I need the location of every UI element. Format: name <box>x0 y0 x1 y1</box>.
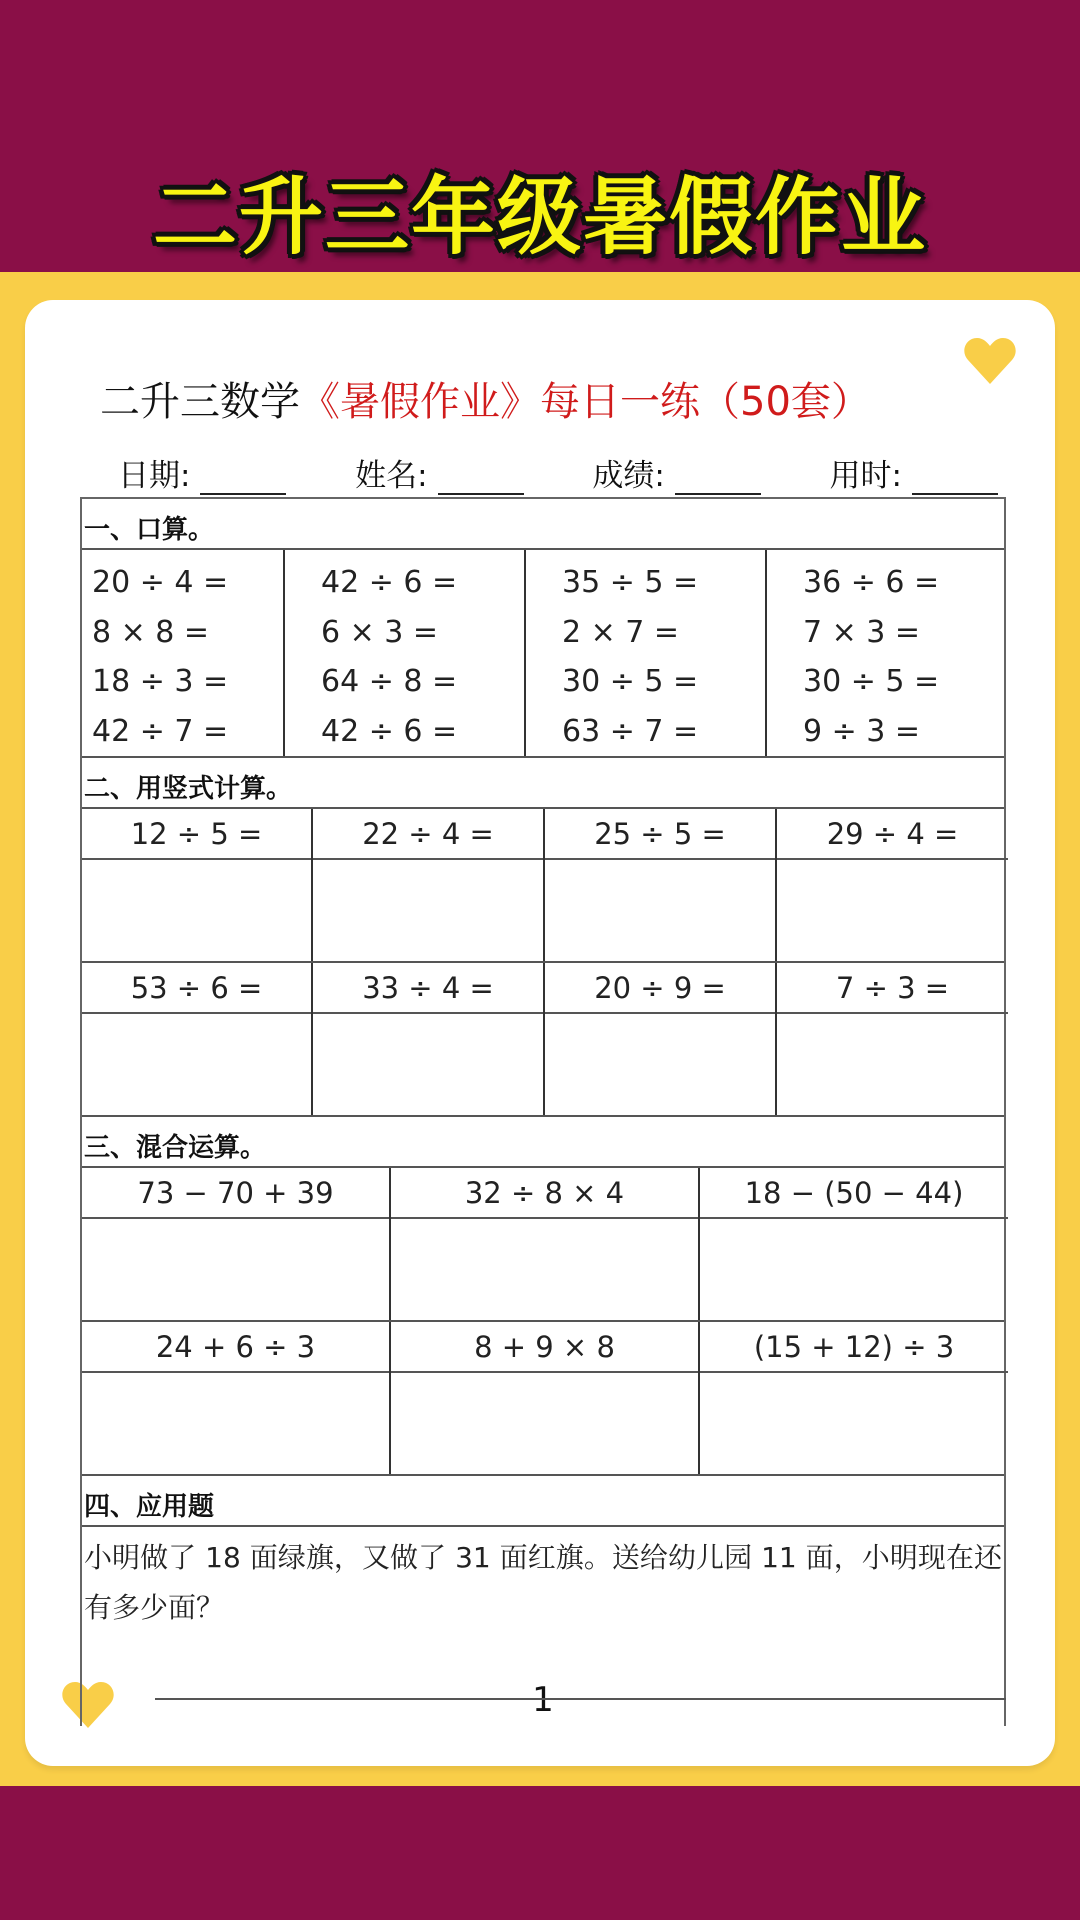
oral-problem: 9 ÷ 3 = <box>803 713 921 749</box>
heart-icon <box>962 336 1018 386</box>
oral-grid <box>82 550 1004 758</box>
section-mixed-heading: 三、混合运算。 <box>82 1117 1004 1168</box>
mixed-cell <box>391 1168 700 1320</box>
vertical-grid-row-2 <box>82 963 1004 1117</box>
answer-area[interactable] <box>82 1219 389 1320</box>
vertical-problem: 20 ÷ 9 = <box>545 963 775 1014</box>
paper-title-prefix: 二升三数学 <box>100 379 300 425</box>
oral-column <box>767 550 1008 756</box>
answer-area[interactable] <box>313 1014 543 1115</box>
score-field[interactable] <box>592 450 760 495</box>
vertical-cell <box>545 963 777 1115</box>
oral-column <box>526 550 767 756</box>
oral-column <box>285 550 526 756</box>
vertical-cell <box>82 963 313 1115</box>
mixed-cell <box>391 1322 700 1474</box>
mixed-cell <box>82 1168 391 1320</box>
mixed-cell <box>700 1322 1008 1474</box>
score-label: 成绩: <box>592 458 665 494</box>
answer-area[interactable] <box>82 1014 311 1115</box>
banner-title: 二升三年级暑假作业 <box>152 168 927 266</box>
vertical-problem: 29 ÷ 4 = <box>777 809 1008 860</box>
mixed-cell <box>82 1322 391 1474</box>
vertical-cell <box>777 963 1008 1115</box>
oral-problem: 6 × 3 = <box>321 614 439 650</box>
answer-area[interactable] <box>82 860 311 961</box>
oral-problem: 36 ÷ 6 = <box>803 565 940 600</box>
mixed-grid-row-2 <box>82 1322 1004 1476</box>
oral-problem: 20 ÷ 4 = <box>92 565 229 600</box>
section-oral-heading: 一、口算。 <box>82 499 1004 550</box>
oral-problem: 42 ÷ 6 = <box>321 565 458 600</box>
student-info-row <box>118 450 998 495</box>
mixed-problem: 32 ÷ 8 × 4 <box>391 1168 698 1219</box>
answer-area[interactable] <box>700 1219 1008 1320</box>
oral-problem: 30 ÷ 5 = <box>803 664 940 699</box>
answer-area[interactable] <box>700 1373 1008 1474</box>
answer-area[interactable] <box>391 1219 698 1320</box>
date-label: 日期: <box>118 458 191 494</box>
sheet-bottom-border <box>155 1698 1006 1700</box>
paper-title-highlight: 《暑假作业》每日一练（50套） <box>300 379 871 425</box>
mixed-problem: 73 − 70 + 39 <box>82 1168 389 1219</box>
word-problem-area[interactable] <box>82 1527 1004 1726</box>
oral-problem: 30 ÷ 5 = <box>562 664 699 699</box>
mixed-problem: (15 + 12) ÷ 3 <box>700 1322 1008 1373</box>
vertical-cell <box>545 809 777 961</box>
date-blank[interactable] <box>200 465 286 495</box>
vertical-cell <box>313 963 545 1115</box>
oral-problem: 8 × 8 = <box>92 614 210 650</box>
word-problem-text: 小明做了 18 面绿旗，又做了 31 面红旗。送给幼儿园 11 面，小明现在还有多少面？ <box>84 1541 1002 1624</box>
answer-area[interactable] <box>82 1373 389 1474</box>
vertical-grid-row-1 <box>82 809 1004 963</box>
time-field[interactable] <box>830 450 998 495</box>
answer-area[interactable] <box>545 1014 775 1115</box>
vertical-problem: 22 ÷ 4 = <box>313 809 543 860</box>
worksheet-table <box>80 497 1006 1726</box>
paper-title <box>100 370 871 427</box>
bottom-banner <box>0 1786 1080 1920</box>
name-blank[interactable] <box>438 465 524 495</box>
section-vertical-heading: 二、用竖式计算。 <box>82 758 1004 809</box>
vertical-problem: 53 ÷ 6 = <box>82 963 311 1014</box>
mixed-cell <box>700 1168 1008 1320</box>
date-field[interactable] <box>118 450 286 495</box>
oral-problem: 42 ÷ 6 = <box>321 713 458 749</box>
vertical-problem: 12 ÷ 5 = <box>82 809 311 860</box>
time-blank[interactable] <box>912 465 998 495</box>
name-label: 姓名: <box>355 458 428 494</box>
score-blank[interactable] <box>675 465 761 495</box>
mixed-problem: 18 − (50 − 44) <box>700 1168 1008 1219</box>
oral-column <box>82 550 285 756</box>
answer-area[interactable] <box>313 860 543 961</box>
answer-area[interactable] <box>391 1373 698 1474</box>
answer-area[interactable] <box>777 860 1008 961</box>
oral-problem: 2 × 7 = <box>562 614 680 650</box>
vertical-cell <box>777 809 1008 961</box>
vertical-problem: 7 ÷ 3 = <box>777 963 1008 1014</box>
vertical-problem: 33 ÷ 4 = <box>313 963 543 1014</box>
answer-area[interactable] <box>777 1014 1008 1115</box>
page-number: 1 <box>532 1680 554 1720</box>
oral-problem: 18 ÷ 3 = <box>92 664 229 699</box>
vertical-cell <box>82 809 313 961</box>
answer-area[interactable] <box>545 860 775 961</box>
mixed-grid-row-1 <box>82 1168 1004 1322</box>
vertical-cell <box>313 809 545 961</box>
mixed-problem: 24 + 6 ÷ 3 <box>82 1322 389 1373</box>
oral-problem: 7 × 3 = <box>803 614 921 650</box>
time-label: 用时: <box>829 458 902 494</box>
oral-problem: 35 ÷ 5 = <box>562 565 699 600</box>
oral-problem: 64 ÷ 8 = <box>321 664 458 699</box>
oral-problem: 63 ÷ 7 = <box>562 713 699 749</box>
vertical-problem: 25 ÷ 5 = <box>545 809 775 860</box>
mixed-problem: 8 + 9 × 8 <box>391 1322 698 1373</box>
section-word-heading: 四、应用题 <box>82 1476 1004 1527</box>
oral-problem: 42 ÷ 7 = <box>92 713 229 749</box>
name-field[interactable] <box>355 450 523 495</box>
